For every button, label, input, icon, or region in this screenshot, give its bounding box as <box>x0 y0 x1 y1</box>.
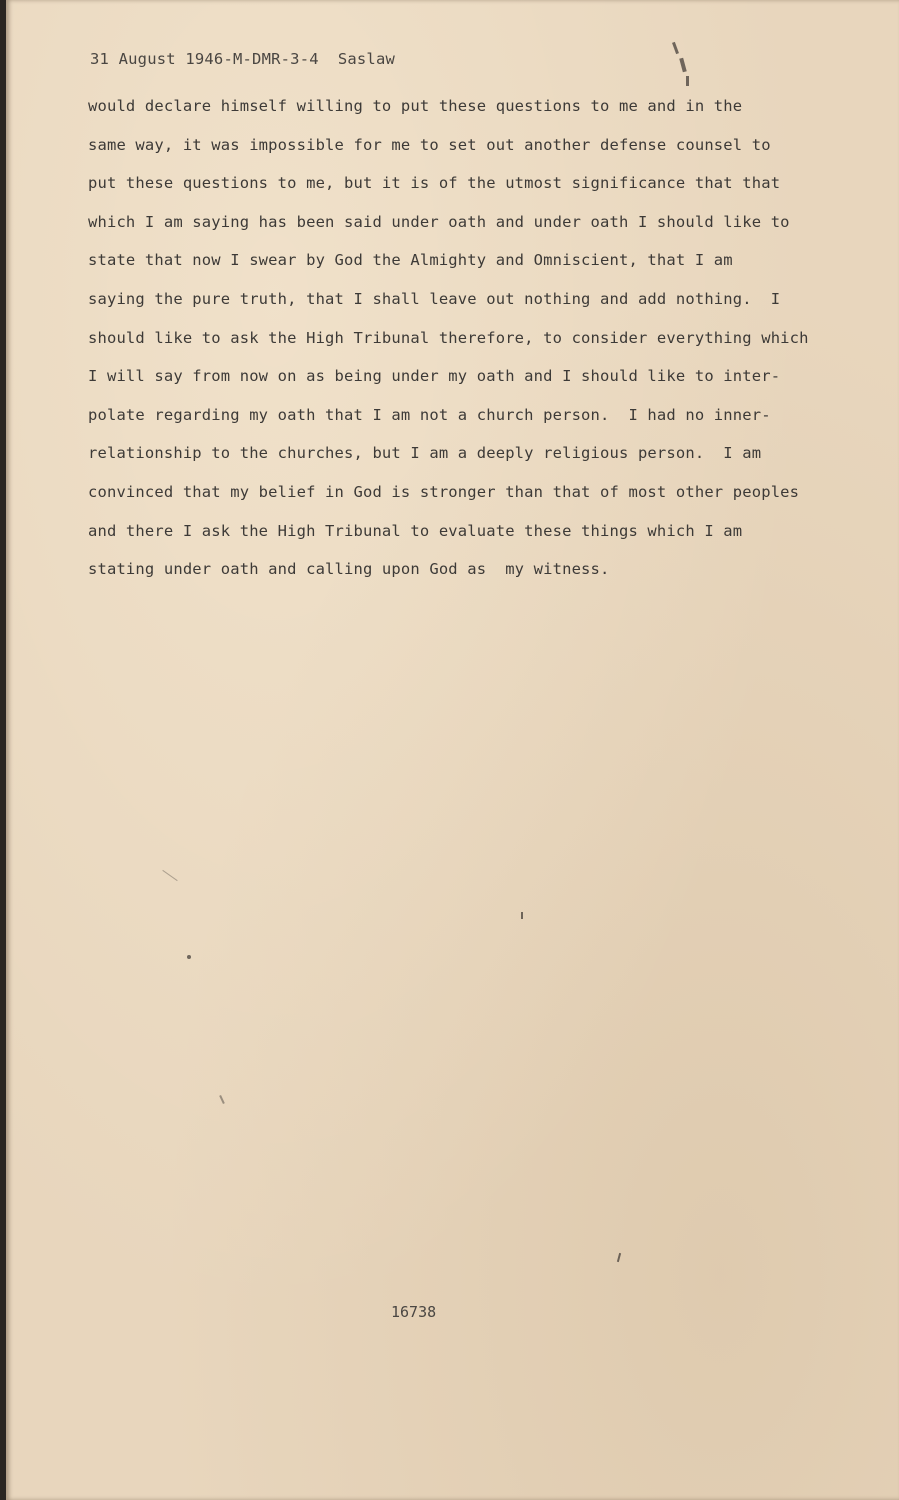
body-line: same way, it was impossible for me to set out another defense counsel to <box>88 135 771 154</box>
body-line: relationship to the churches, but I am a deeply religious person. I am <box>88 444 762 463</box>
body-line: I will say from now on as being under my oath and I should like to inter- <box>88 367 781 386</box>
ink-speck <box>679 58 686 73</box>
document-page <box>6 0 899 1500</box>
body-line: state that now I swear by God the Almighty and Omniscient, that I am <box>88 251 733 270</box>
document-header: 31 August 1946-M-DMR-3-4 Saslaw <box>90 50 396 68</box>
document-body <box>88 87 828 589</box>
page-number: 16738 <box>391 1303 437 1321</box>
ink-speck <box>617 1253 621 1262</box>
ink-speck <box>521 912 523 919</box>
ink-speck <box>219 1095 225 1104</box>
body-line: and there I ask the High Tribunal to evaluate these things which I am <box>88 521 743 540</box>
body-line: saying the pure truth, that I shall leave out nothing and add nothing. I <box>88 289 781 308</box>
body-line: polate regarding my oath that I am not a church person. I had no inner- <box>88 405 771 424</box>
body-line: stating under oath and calling upon God as my witness. <box>88 560 610 579</box>
ink-speck <box>187 955 191 959</box>
body-line: would declare himself willing to put these questions to me and in the <box>88 97 743 115</box>
body-line: which I am saying has been said under oath and under oath I should like to <box>88 212 790 231</box>
body-line: convinced that my belief in God is stronger than that of most other peoples <box>88 482 800 501</box>
ink-speck <box>162 870 177 881</box>
body-line: put these questions to me, but it is of the utmost significance that that <box>88 174 781 193</box>
ink-speck <box>686 76 689 86</box>
body-line: should like to ask the High Tribunal therefore, to consider everything which <box>88 328 809 347</box>
ink-speck <box>672 42 679 54</box>
